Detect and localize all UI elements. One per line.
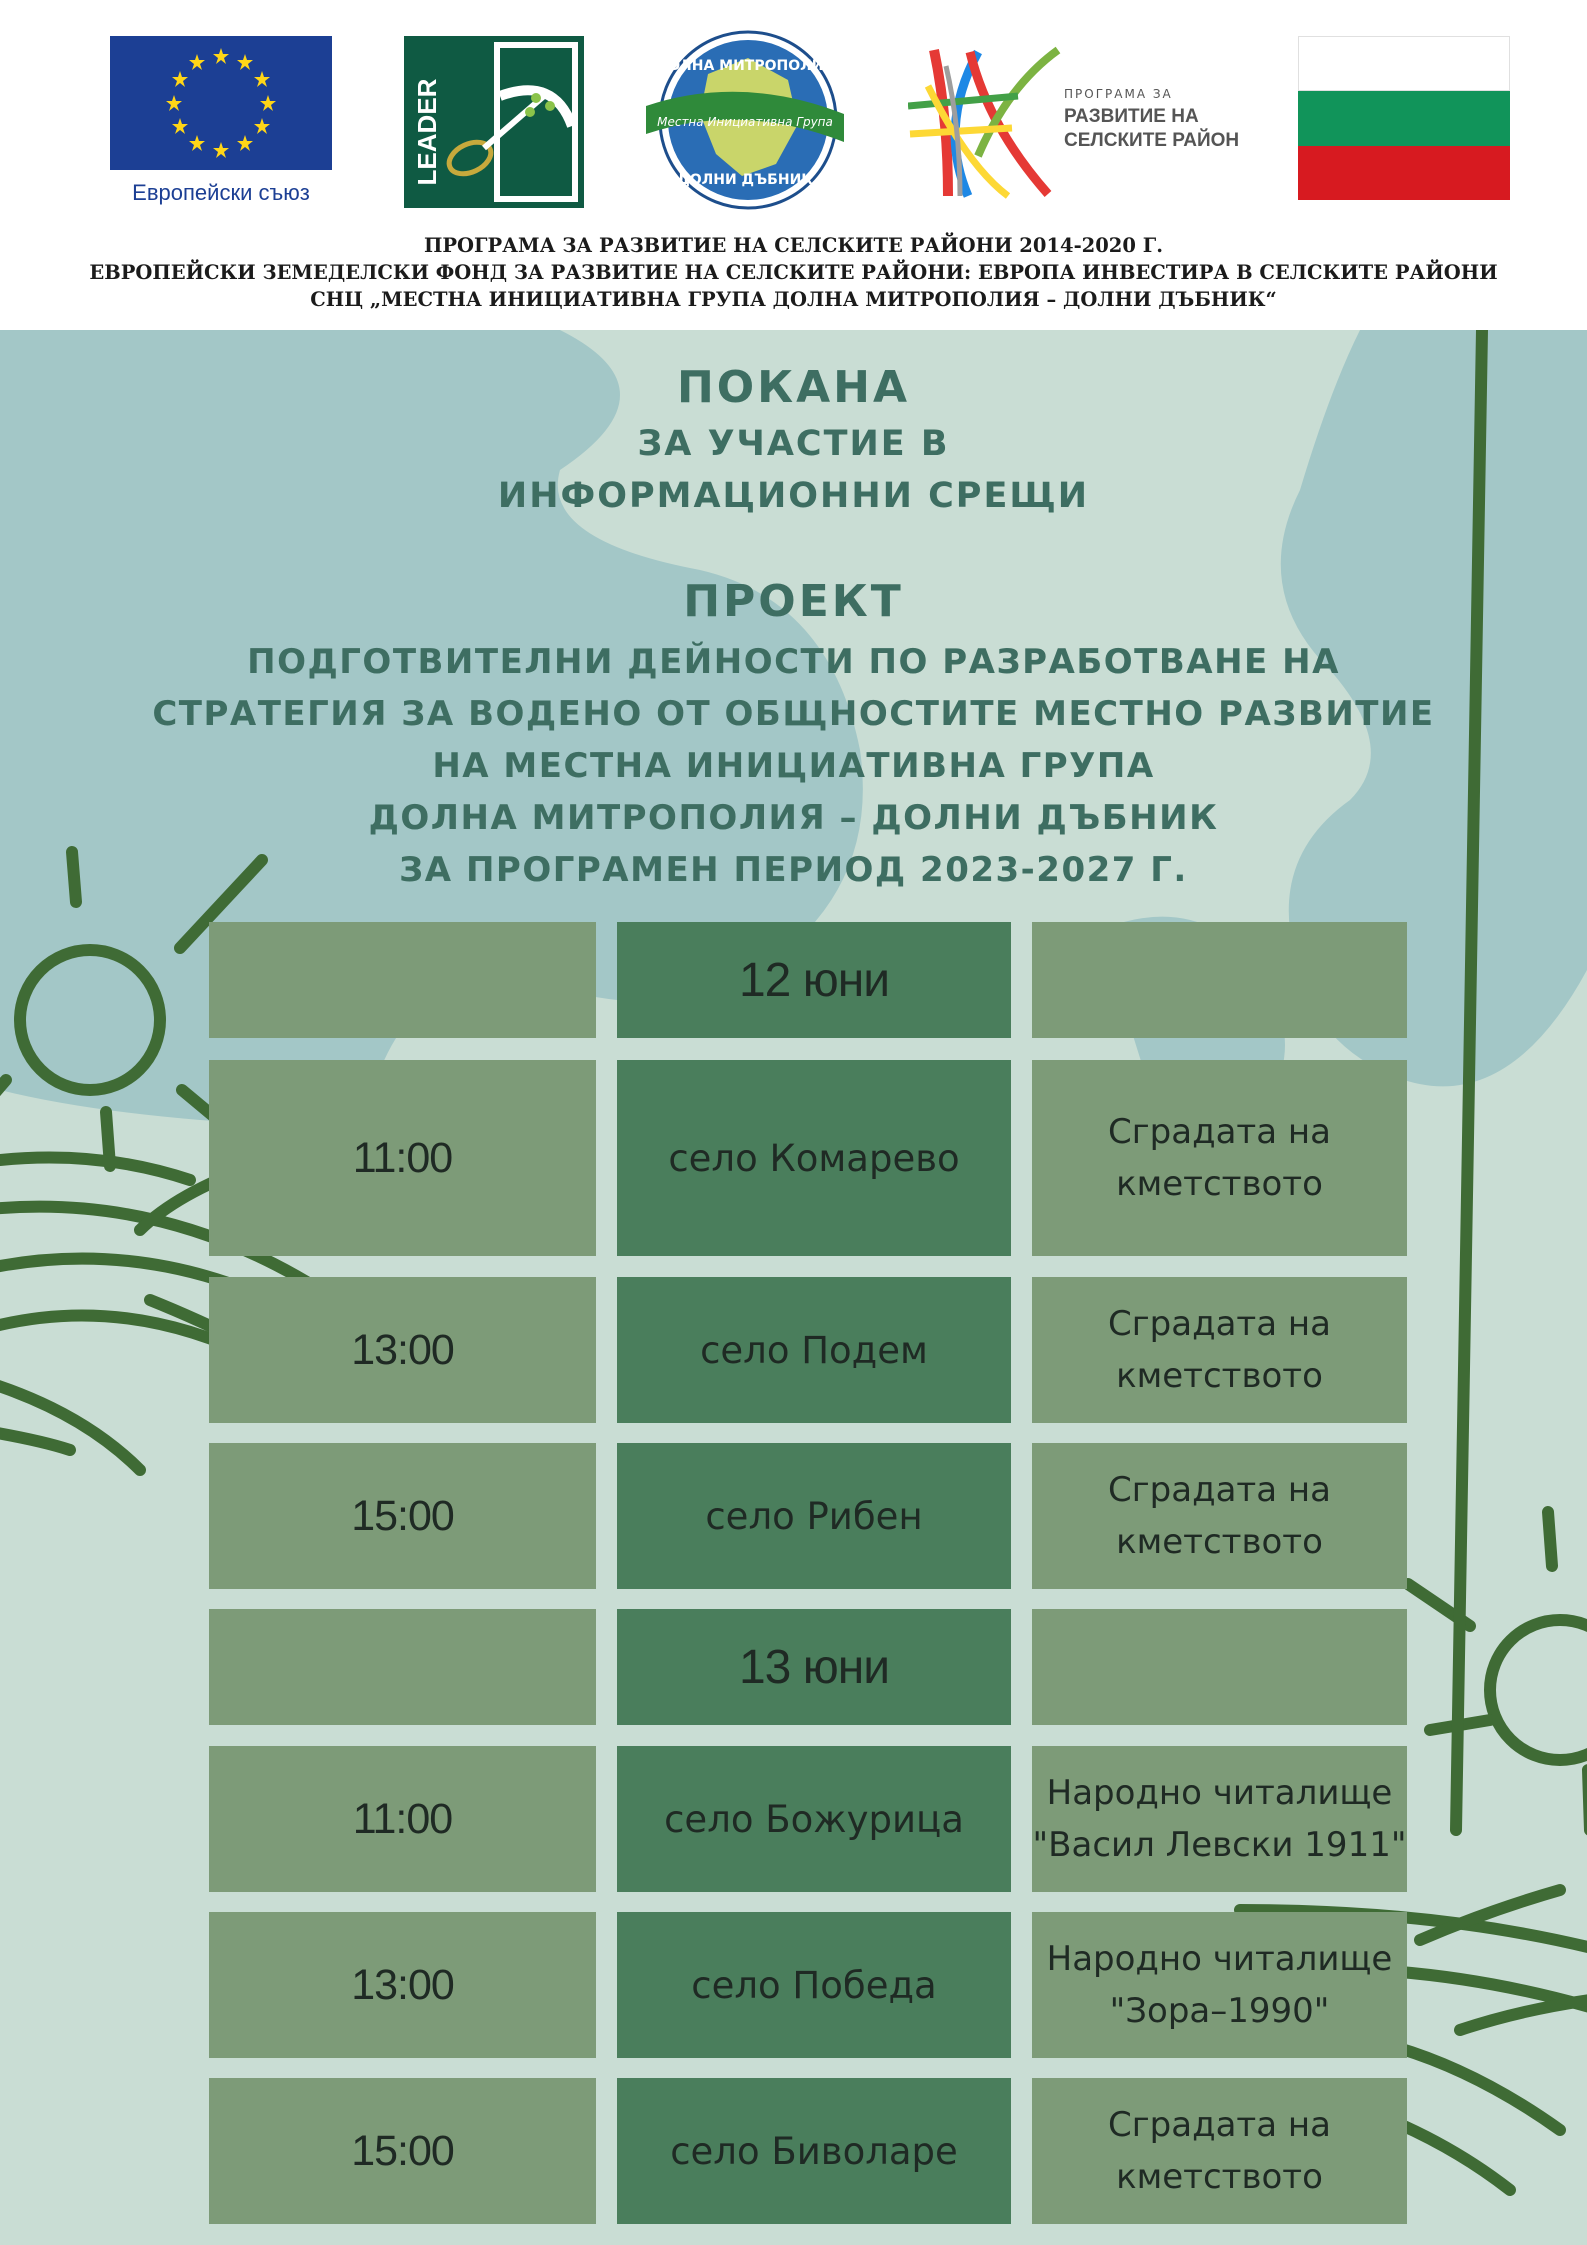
lag-logo-bottom: ДОЛНИ ДЪБНИК — [677, 172, 813, 188]
meeting-time: 11:00 — [209, 1060, 596, 1256]
meeting-venue — [1032, 1746, 1407, 1892]
eu-flag-icon — [108, 36, 334, 208]
lag-logo — [638, 14, 852, 214]
header-line-2: ЕВРОПЕЙСКИ ЗЕМЕДЕЛСКИ ФОНД ЗА РАЗВИТИЕ НА СЕЛСКИТЕ РАЙОНИ: ЕВРОПА ИНВЕСТИРА В СЕЛСКИТЕ РАЙОНИ — [89, 261, 1498, 284]
invite-title: ПОКАНА — [676, 362, 911, 413]
header-banner — [0, 0, 1587, 330]
header-line-1: ПРОГРАМА ЗА РАЗВИТИЕ НА СЕЛСКИТЕ РАЙОНИ 2014-2020 Г. — [423, 234, 1163, 257]
header-text — [0, 232, 1587, 313]
meeting-village: село Комарево — [617, 1060, 1011, 1256]
leader-tree-icon — [404, 36, 584, 208]
invite-line-2: ИНФОРМАЦИОННИ СРЕЩИ — [497, 476, 1090, 516]
rdp-ribbons-icon — [908, 46, 1238, 202]
venue-line-2: кметството — [1116, 1164, 1323, 1204]
leader-text: LEADER — [412, 78, 442, 186]
meeting-time: 15:00 — [209, 2078, 596, 2224]
meeting-village: село Рибен — [617, 1443, 1011, 1589]
venue-line-2: кметството — [1116, 2157, 1323, 2197]
project-line: ЗА ПРОГРАМЕН ПЕРИОД 2023-2027 Г. — [399, 850, 1188, 890]
meeting-time: 15:00 — [209, 1443, 596, 1589]
meeting-village: село Победа — [617, 1912, 1011, 2058]
meeting-venue — [1032, 1060, 1407, 1256]
lag-map-icon — [638, 14, 852, 214]
venue-line-1: Сградата на — [1108, 1112, 1331, 1152]
meeting-venue — [1032, 1277, 1407, 1423]
venue-line-1: Сградата на — [1108, 1470, 1331, 1510]
lag-logo-top: ДОЛНА МИТРОПОЛИЯ — [655, 58, 835, 74]
meeting-village: село Божурица — [617, 1746, 1011, 1892]
leader-logo — [404, 36, 584, 208]
rdp-small: ПРОГРАМА ЗА — [1064, 87, 1173, 101]
project-line: ПОДГОТВИТЕЛНИ ДЕЙНОСТИ ПО РАЗРАБОТВАНЕ НА — [247, 642, 1340, 682]
date-header: 13 юни — [617, 1609, 1011, 1725]
meeting-time: 11:00 — [209, 1746, 596, 1892]
venue-line-2: кметството — [1116, 1356, 1323, 1396]
project-title: ПРОЕКТ — [683, 576, 904, 627]
venue-line-1: Народно читалище — [1046, 1939, 1393, 1979]
date-spacer — [209, 1609, 596, 1725]
project-line: НА МЕСТНА ИНИЦИАТИВНА ГРУПА — [432, 746, 1155, 786]
rdp-logo — [908, 46, 1238, 202]
venue-line-1: Сградата на — [1108, 1304, 1331, 1344]
meeting-venue — [1032, 2078, 1407, 2224]
venue-line-2: "Зора–1990" — [1109, 1991, 1330, 2031]
meeting-village: село Биволаре — [617, 2078, 1011, 2224]
eu-caption: Европейски съюз — [132, 180, 310, 205]
venue-line-1: Народно читалище — [1046, 1773, 1393, 1813]
date-header: 12 юни — [617, 922, 1011, 1038]
project-line: ДОЛНА МИТРОПОЛИЯ – ДОЛНИ ДЪБНИК — [368, 798, 1219, 838]
eu-logo — [108, 36, 334, 208]
venue-line-1: Сградата на — [1108, 2105, 1331, 2145]
meeting-venue — [1032, 1443, 1407, 1589]
project-line: СТРАТЕГИЯ ЗА ВОДЕНО ОТ ОБЩНОСТИТЕ МЕСТНО РАЗВИТИЕ — [152, 694, 1435, 734]
rdp-line2: СЕЛСКИТЕ РАЙОНИ — [1064, 130, 1238, 151]
venue-line-2: кметството — [1116, 1522, 1323, 1562]
meeting-venue — [1032, 1912, 1407, 2058]
lag-logo-middle: Местна Инициативна Група — [657, 115, 833, 129]
header-line-3: СНЦ „МЕСТНА ИНИЦИАТИВНА ГРУПА ДОЛНА МИТРОПОЛИЯ – ДОЛНИ ДЪБНИК“ — [310, 288, 1277, 311]
meeting-time: 13:00 — [209, 1912, 596, 2058]
meeting-village: село Подем — [617, 1277, 1011, 1423]
bulgarian-flag — [1298, 36, 1510, 200]
venue-line-2: "Васил Левски 1911" — [1032, 1825, 1407, 1865]
meeting-time: 13:00 — [209, 1277, 596, 1423]
project-description — [0, 636, 1587, 896]
date-spacer — [1032, 1609, 1407, 1725]
rdp-line1: РАЗВИТИЕ НА — [1064, 106, 1199, 127]
invite-line-1: ЗА УЧАСТИЕ В — [637, 424, 950, 464]
date-spacer — [209, 922, 596, 1038]
date-spacer — [1032, 922, 1407, 1038]
bulgaria-flag-icon — [1298, 36, 1510, 200]
